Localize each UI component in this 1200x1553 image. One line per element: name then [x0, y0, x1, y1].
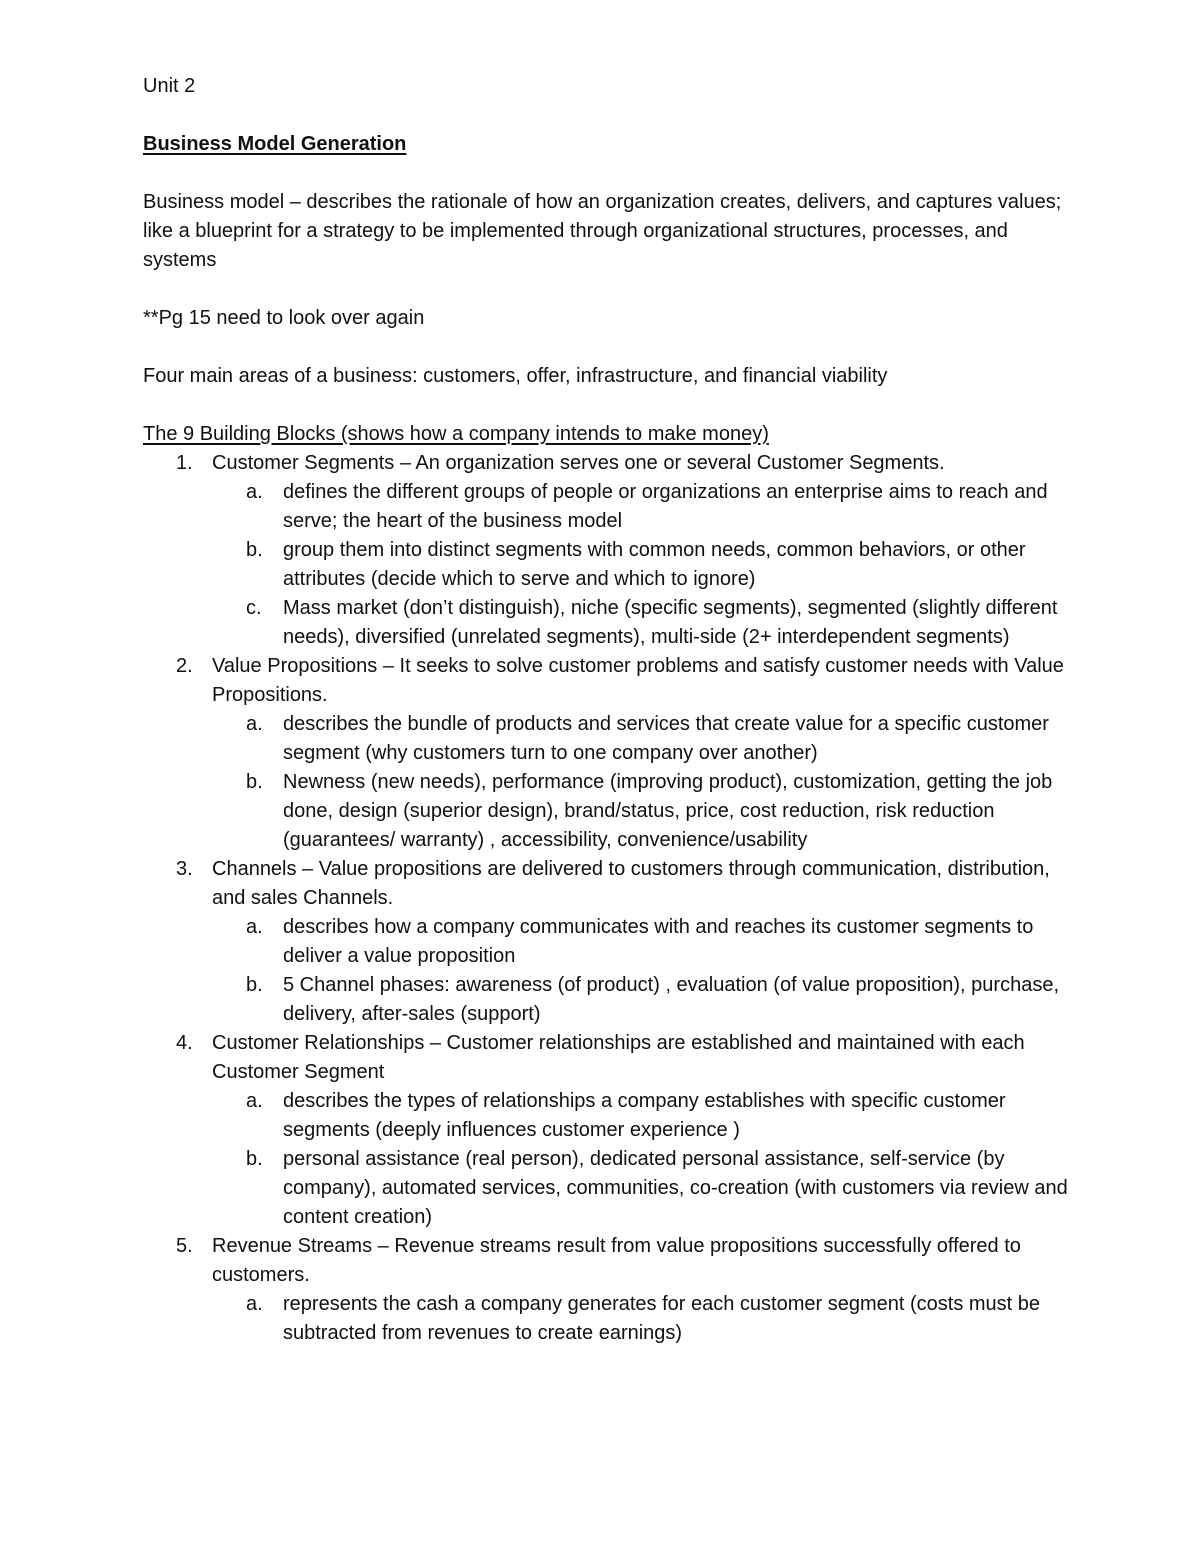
sub-letter: a. — [246, 481, 263, 503]
spacer — [143, 101, 1073, 130]
list-item-text: Customer Segments – An organization serves one or several Customer Segments. — [212, 452, 945, 474]
sub-letter: a. — [246, 1090, 263, 1112]
list-item-text: Customer Relationships – Customer relationships are established and maintained with each Customer Segment — [212, 1032, 1025, 1083]
sub-list-item — [212, 1290, 1073, 1348]
sub-text: Mass market (don’t distinguish), niche (specific segments), segmented (slightly different needs), diversified (unrelated segments), multi-side (2+ interdependent segments) — [283, 597, 1058, 648]
list-item-revenue-streams — [143, 1232, 1073, 1348]
business-model-definition: Business model – describes the rationale of how an organization creates, delivers, and captures values; like a blueprint for a strategy to be implemented through organizational structures, processes, and systems — [143, 191, 1062, 271]
document-title: Business Model Generation — [143, 133, 407, 155]
sub-letter: b. — [246, 974, 263, 996]
sub-text: represents the cash a company generates for each customer segment (costs must be subtracted from revenues to create earnings) — [283, 1293, 1041, 1344]
list-item-customer-segments — [143, 449, 1073, 652]
list-item-text: Channels – Value propositions are delivered to customers through communication, distribution, and sales Channels. — [212, 858, 1050, 909]
sub-letter: b. — [246, 1148, 263, 1170]
spacer — [143, 333, 1073, 362]
list-item-text: Value Propositions – It seeks to solve customer problems and satisfy customer needs with Value Propositions. — [212, 655, 1064, 706]
sub-list-item — [212, 710, 1073, 768]
list-item-text: Revenue Streams – Revenue streams result from value propositions successfully offered to customers. — [212, 1235, 1021, 1286]
spacer — [143, 275, 1073, 304]
list-number: 5. — [176, 1235, 193, 1257]
sub-letter: b. — [246, 539, 263, 561]
sub-list-item — [212, 478, 1073, 536]
sub-text: group them into distinct segments with common needs, common behaviors, or other attributes (decide which to serve and which to ignore) — [283, 539, 1026, 590]
building-blocks-heading: The 9 Building Blocks (shows how a company intends to make money) — [143, 423, 769, 445]
sub-letter: c. — [246, 597, 262, 619]
sub-list-item — [212, 594, 1073, 652]
sub-list — [212, 1290, 1073, 1348]
sub-list — [212, 1087, 1073, 1232]
list-item-channels — [143, 855, 1073, 1029]
sub-text: personal assistance (real person), dedicated personal assistance, self-service (by company), automated services, communities, co-creation (with customers via review and content creation) — [283, 1148, 1068, 1228]
document-body — [143, 72, 1073, 1348]
four-main-areas: Four main areas of a business: customers, offer, infrastructure, and financial viability — [143, 365, 888, 387]
spacer — [143, 391, 1073, 420]
sub-list-item — [212, 971, 1073, 1029]
sub-text: 5 Channel phases: awareness (of product) , evaluation (of value proposition), purchase, delivery, after-sales (support) — [283, 974, 1060, 1025]
sub-text: describes how a company communicates with and reaches its customer segments to deliver a value proposition — [283, 916, 1034, 967]
sub-letter: a. — [246, 916, 263, 938]
sub-letter: a. — [246, 1293, 263, 1315]
review-note: **Pg 15 need to look over again — [143, 307, 425, 329]
sub-list-item — [212, 913, 1073, 971]
sub-list-item — [212, 1087, 1073, 1145]
sub-list-item — [212, 536, 1073, 594]
sub-list-item — [212, 768, 1073, 855]
spacer — [143, 159, 1073, 188]
sub-letter: a. — [246, 713, 263, 735]
list-number: 3. — [176, 858, 193, 880]
building-blocks-list — [143, 449, 1073, 1348]
sub-list — [212, 913, 1073, 1029]
sub-letter: b. — [246, 771, 263, 793]
list-item-value-propositions — [143, 652, 1073, 855]
list-number: 2. — [176, 655, 193, 677]
list-number: 4. — [176, 1032, 193, 1054]
sub-text: Newness (new needs), performance (improving product), customization, getting the job done, design (superior design), brand/status, price, cost reduction, risk reduction (guarantees/ warranty) , accessibility, convenience/usability — [283, 771, 1053, 851]
list-number: 1. — [176, 452, 193, 474]
unit-label: Unit 2 — [143, 75, 196, 97]
sub-text: describes the bundle of products and services that create value for a specific customer segment (why customers turn to one company over another) — [283, 713, 1049, 764]
sub-list-item — [212, 1145, 1073, 1232]
sub-list — [212, 710, 1073, 855]
sub-text: defines the different groups of people or organizations an enterprise aims to reach and serve; the heart of the business model — [283, 481, 1048, 532]
sub-text: describes the types of relationships a company establishes with specific customer segments (deeply influences customer experience ) — [283, 1090, 1006, 1141]
list-item-customer-relationships — [143, 1029, 1073, 1232]
sub-list — [212, 478, 1073, 652]
